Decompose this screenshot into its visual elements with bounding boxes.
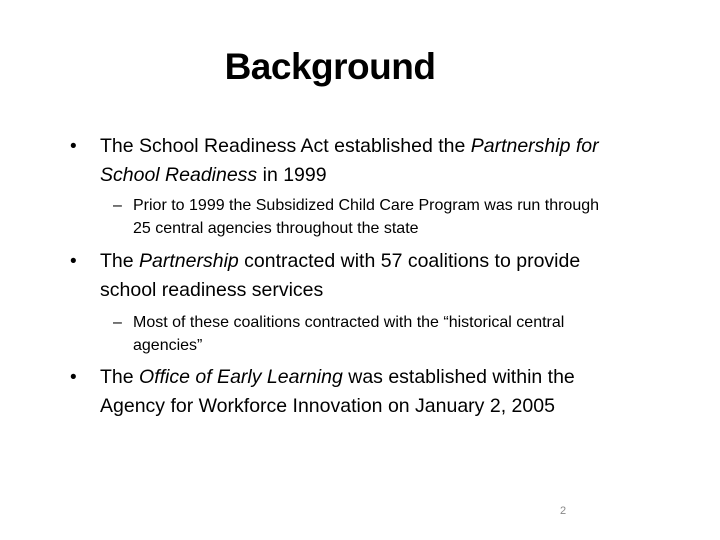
sub-bullet-item-2 bbox=[113, 311, 613, 357]
bullet-text-part: contracted with 57 coalitions to provide school readiness services bbox=[100, 250, 581, 301]
bullet-text bbox=[100, 247, 630, 305]
bullet-text-part: in 1999 bbox=[257, 164, 327, 186]
bullet-text-emphasis: Office of Early Learning bbox=[139, 366, 343, 388]
sub-bullet-marker: – bbox=[113, 314, 122, 331]
bullet-text bbox=[100, 132, 630, 190]
bullet-text-part: The bbox=[100, 366, 140, 388]
bullet-text-emphasis: Partnership for School Readiness bbox=[100, 135, 599, 186]
slide-title: Background bbox=[224, 46, 436, 87]
bullet-item-1 bbox=[70, 132, 630, 190]
bullet-item-2 bbox=[70, 247, 630, 305]
sub-bullet-text: Most of these coalitions contracted with the “historical central agencies” bbox=[133, 314, 565, 354]
bullet-item-3 bbox=[70, 363, 630, 421]
bullet-marker: • bbox=[70, 251, 77, 272]
sub-bullet-marker: – bbox=[113, 197, 122, 214]
sub-bullet-item-1 bbox=[113, 194, 613, 240]
bullet-text bbox=[100, 363, 630, 421]
page-number: 2 bbox=[560, 505, 567, 517]
bullet-text-part: The bbox=[100, 250, 140, 272]
sub-bullet-text: Prior to 1999 the Subsidized Child Care Program was run through 25 central agencies throughout the state bbox=[133, 197, 600, 237]
bullet-marker: • bbox=[70, 136, 77, 157]
bullet-text-emphasis: Partnership bbox=[139, 250, 239, 272]
bullet-text-part: was established within the Agency for Workforce Innovation on January 2, 2005 bbox=[100, 366, 575, 417]
bullet-text-part: The School Readiness Act established the bbox=[100, 135, 471, 157]
bullet-marker: • bbox=[70, 367, 77, 388]
